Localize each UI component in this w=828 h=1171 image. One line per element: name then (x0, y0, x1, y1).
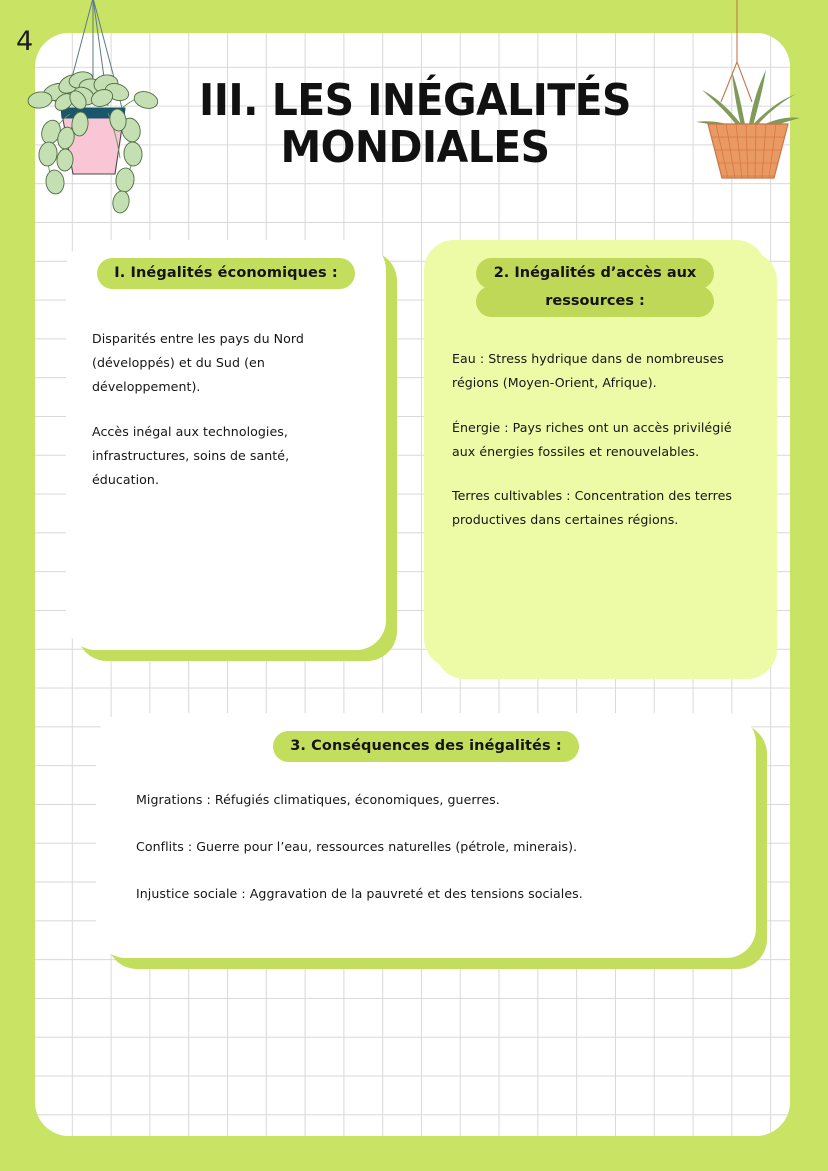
card-body-resources (424, 317, 766, 532)
paragraph: Conflits : Guerre pour l’eau, ressources naturelles (pétrole, minerais). (136, 839, 578, 855)
paragraph: Énergie : Pays riches ont un accès privilégié aux énergies fossiles et renouvelables. (452, 419, 732, 459)
paragraph: Disparités entre les pays du Nord (développés) et du Sud (en développement). (92, 331, 304, 395)
page-title (187, 75, 643, 173)
page-title-line-1: III. LES INÉGALITÉS (199, 75, 631, 126)
hanging-aloe-plant-icon (688, 0, 808, 198)
card-body-consequences (96, 762, 756, 904)
card-heading-resources (476, 258, 715, 317)
page-number: 4 (16, 26, 34, 57)
card-heading-line-1: 2. Inégalités d’accès aux (476, 258, 715, 289)
card-heading-line-2: ressources : (476, 286, 715, 317)
card-heading-economic: I. Inégalités économiques : (97, 258, 355, 289)
paragraph: Terres cultivables : Concentration des terres productives dans certaines régions. (452, 487, 733, 528)
card-heading-wrap (66, 240, 386, 289)
card-economic-inequalities (66, 240, 386, 650)
card-face (66, 240, 386, 650)
card-face (424, 240, 766, 668)
card-heading-wrap (96, 713, 756, 762)
hanging-string-of-pearls-plant-icon (18, 0, 188, 246)
card-face (96, 713, 756, 958)
page-title-line-2: MONDIALES (280, 121, 550, 173)
paragraph: Migrations : Réfugiés climatiques, économiques, guerres. (136, 792, 500, 808)
paragraph: Injustice sociale : Aggravation de la pauvreté et des tensions sociales. (136, 886, 583, 902)
paragraph: Accès inégal aux technologies, infrastructures, soins de santé, éducation. (92, 423, 290, 487)
card-body-economic (66, 289, 386, 492)
card-heading-consequences: 3. Conséquences des inégalités : (273, 731, 579, 762)
paragraph: Eau : Stress hydrique dans de nombreuses régions (Moyen-Orient, Afrique). (452, 351, 724, 391)
card-consequences-of-inequalities (96, 713, 756, 958)
card-heading-wrap (424, 240, 766, 317)
card-resource-access-inequalities (424, 240, 766, 668)
